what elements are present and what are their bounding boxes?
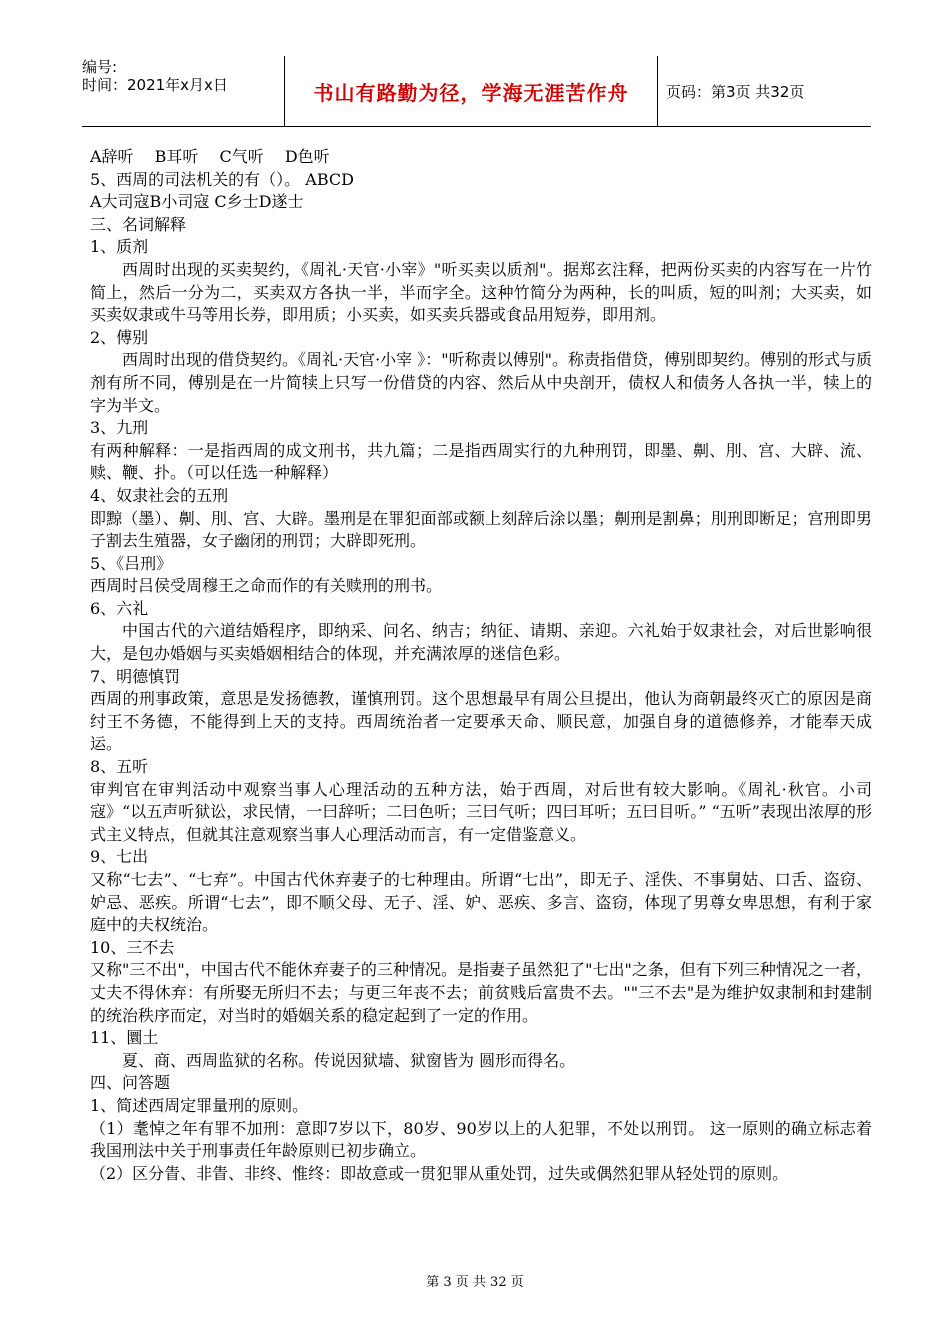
paragraph: 1、简述西周定罪量刑的原则。 [90, 1095, 309, 1115]
paragraph: 三、名词解释 [90, 214, 187, 234]
paragraph: 9、七出 [90, 847, 149, 867]
paragraph: 2、傅别 [90, 327, 149, 347]
page-label: 页码：第3页 共32页 [666, 82, 805, 101]
paragraph: A辞听 B耳听 C气听 D色听 [90, 147, 330, 166]
paragraph: 8、五听 [90, 757, 149, 777]
header-motto-cell [284, 56, 658, 126]
paragraph: 有两种解释：一是指西周的成文刑书，共九篇；二是指西周实行的九种刑罚，即墨、劓、刖、宫、大辟、流、赎、鞭、扑。（可以任选一种解释） [90, 440, 872, 483]
time-label: 时间：2021年x月x日 [82, 76, 228, 94]
paragraph: 四、问答题 [90, 1073, 171, 1093]
header-page-cell [658, 56, 879, 126]
paragraph: 6、六礼 [90, 598, 149, 618]
paragraph: 中国古代的六道结婚程序，即纳采、问名、纳吉；纳征、请期、亲迎。六礼始于奴隶社会，对后世影响很大，是包办婚姻与买卖婚姻相结合的体现，并充满浓厚的迷信色彩。 [90, 621, 872, 664]
paragraph: 又称“七去”、“七弃”。中国古代休弃妻子的七种理由。所谓“七出”，即无子、淫佚、不事舅姑、口舌、盗窃、妒忌、恶疾。所谓“七去”，即不顺父母、无子、淫、妒、恶疾、多言、盗窃，体现了男尊女卑思想，有利于家庭中的夫权统治。 [90, 870, 872, 935]
paragraph: 4、奴隶社会的五刑 [90, 485, 229, 505]
paragraph: 又称"三不出"，中国古代不能休弃妻子的三种情况。是指妻子虽然犯了"七出"之条，但有下列三种情况之一者，丈夫不得休弃：有所娶无所归不去；与更三年丧不去；前贫贱后富贵不去。""三不去"是为维护奴隶制和封建制的统治秩序而定，对当时的婚姻关系的稳定起到了一定的作用。 [90, 960, 872, 1025]
paragraph: （2）区分眚、非眚、非终、惟终：即故意或一贯犯罪从重处罚，过失或偶然犯罪从轻处罚的原则。 [90, 1163, 789, 1183]
paragraph: A大司寇B小司寇 C乡士D遂士 [90, 192, 304, 212]
page-footer: 第 3 页 共 32 页 [426, 1275, 524, 1290]
paragraph: 7、明德慎罚 [90, 666, 181, 686]
paragraph: 5、《吕刑》 [90, 553, 173, 573]
paragraph: 5、西周的司法机关的有（）。 ABCD [90, 169, 354, 189]
paragraph: （1）耄悼之年有罪不加刑：意即7岁以下，80岁、90岁以上的人犯罪，不处以刑罚。 这一原则的确立标志着我国刑法中关于刑事责任年龄原则已初步确立。 [90, 1118, 872, 1161]
paragraph: 即黥（墨）、劓、刖、宫、大辟。墨刑是在罪犯面部或额上刻辞后涂以墨；劓刑是割鼻；刖刑即断足；宫刑即男子割去生殖器，女子幽闭的刑罚；大辟即死刑。 [90, 508, 872, 551]
document-body [90, 146, 872, 1185]
paragraph: 11、圜土 [90, 1028, 159, 1048]
motto: 书山有路勤为径，学海无涯苦作舟 [313, 80, 629, 105]
paragraph: 1、质剂 [90, 237, 149, 257]
number-label: 编号: [82, 58, 118, 76]
paragraph: 夏、商、西周监狱的名称。传说因狱墙、狱窗皆为 圆形而得名。 [122, 1050, 576, 1070]
paragraph: 西周时出现的借贷契约。《周礼·天官·小宰 》："听称责以傅别"。称责指借贷，傅别即契约。傅别的形式与质剂有所不同，傅别是在一片简犊上只写一份借贷的内容、然后从中央剖开，债权人和债务人各执一半，犊上的字为半文。 [90, 350, 872, 415]
paragraph: 西周的刑事政策，意思是发扬德教，谨慎刑罚。这个思想最早有周公旦提出，他认为商朝最终灭亡的原因是商纣王不务德，不能得到上天的支持。西周统治者一定要承天命、顺民意，加强自身的道德修养，才能奉天成运。 [90, 689, 872, 754]
paragraph: 10、三不去 [90, 937, 175, 957]
paragraph: 西周时出现的买卖契约，《周礼·天官·小宰》"听买卖以质剂"。据郑玄注释，把两份买卖的内容写在一片竹简上，然后一分为二，买卖双方各执一半，半而字全。这种竹简分为两种，长的叫质，短的叫剂；大买卖，如买卖奴隶或牛马等用长券，即用质；小买卖，如买卖兵器或食品用短券，即用剂。 [90, 259, 872, 325]
paragraph: 3、九刑 [90, 418, 149, 438]
paragraph: 西周时吕侯受周穆王之命而作的有关赎刑的刑书。 [90, 576, 443, 596]
header-meta [82, 56, 284, 128]
page-header [82, 56, 871, 127]
paragraph: 审判官在审判活动中观察当事人心理活动的五种方法，始于西周，对后世有较大影响。《周礼·秋官。小司寇》“以五声听狱讼，求民情，一曰辞听；二曰色听；三曰气听；四曰耳听；五曰目听。” “五听”表现出浓厚的形式主义特点，但就其注意观察当事人心理活动而言，有一定借鉴意义。 [90, 779, 872, 844]
